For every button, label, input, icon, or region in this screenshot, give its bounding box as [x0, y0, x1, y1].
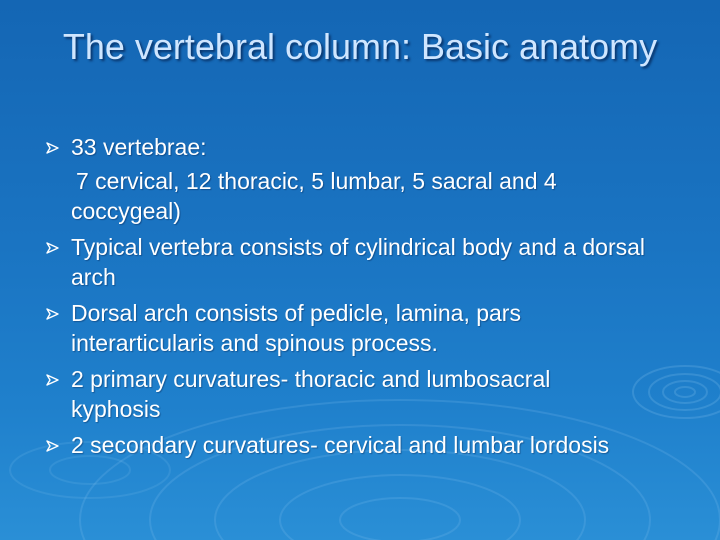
- bullet-text: 2 secondary curvatures- cervical and lumbar lordosis: [71, 432, 610, 458]
- bullet-text: 7 cervical, 12 thoracic, 5 lumbar, 5 sacral and 4 coccygeal): [71, 168, 557, 224]
- arrowhead-bullet-icon: [46, 374, 59, 386]
- arrowhead-bullet-icon: [46, 308, 59, 320]
- bullet-item: [46, 430, 646, 460]
- bullet-text: Typical vertebra consists of cylindrical body and a dorsal arch: [71, 234, 646, 290]
- bullet-text: Dorsal arch consists of pedicle, lamina, pars interarticularis and spinous process.: [71, 300, 521, 356]
- arrowhead-bullet-icon: [46, 242, 59, 254]
- bullet-text: 2 primary curvatures- thoracic and lumbosacral kyphosis: [71, 366, 551, 422]
- bullet-item: [46, 298, 646, 358]
- bullet-list: [46, 132, 646, 466]
- bullet-item: [46, 232, 646, 292]
- arrowhead-bullet-icon: [46, 142, 59, 154]
- bullet-item: [46, 132, 646, 162]
- slide-title: The vertebral column: Basic anatomy: [62, 26, 658, 67]
- bullet-text: 33 vertebrae:: [71, 134, 207, 160]
- bullet-item: [46, 364, 646, 424]
- bullet-continuation: [46, 166, 646, 226]
- arrowhead-bullet-icon: [46, 440, 59, 452]
